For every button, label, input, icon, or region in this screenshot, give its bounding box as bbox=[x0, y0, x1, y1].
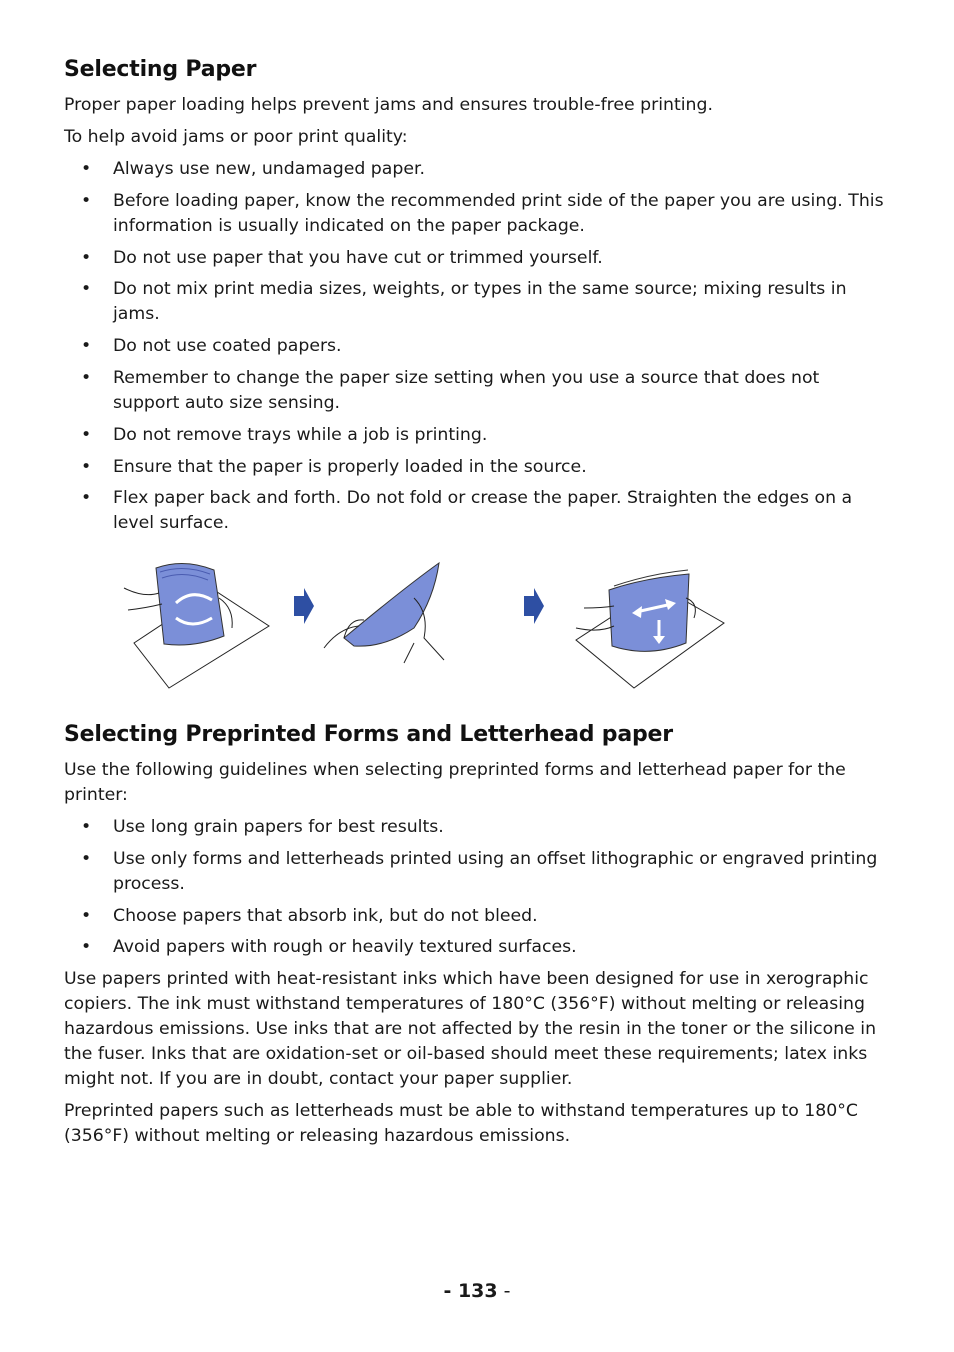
section2-body bbox=[64, 758, 890, 1149]
list-item: • Remember to change the paper size setting when you use a source that does not support auto size sensing. bbox=[81, 367, 820, 413]
paper-straighten-illustration bbox=[576, 570, 724, 688]
section2-bullet-list bbox=[64, 815, 890, 960]
list-item: • Choose papers that absorb ink, but do not bleed. bbox=[81, 905, 538, 926]
list-item: • Do not use coated papers. bbox=[81, 336, 342, 357]
list-item: • Before loading paper, know the recommended print side of the paper you are using. This information is usually indicated on the paper package. bbox=[81, 190, 884, 236]
list-item: • Always use new, undamaged paper. bbox=[81, 159, 425, 179]
section2-paragraph-inks: Use papers printed with heat-resistant inks which have been designed for use in xerographic copiers. The ink must withstand temperatures of 180°C (356°F) without melting or releasing hazardous emissions. Use inks that are not affected by the resin in the toner or the silicone in the fuser. Inks that are oxidation-set or oil-based should meet these requirements; latex inks might not. If you are in doubt, contact your paper supplier. bbox=[64, 969, 877, 1090]
section1-intro: Proper paper loading helps prevent jams and ensures trouble-free printing. bbox=[64, 95, 713, 115]
list-item: • Avoid papers with rough or heavily textured surfaces. bbox=[81, 937, 577, 958]
section2-paragraph-preprinted: Preprinted papers such as letterheads must be able to withstand temperatures up to 180°C (356°F) without melting or releasing hazardous emissions. bbox=[64, 1101, 858, 1147]
page-number: - 133 - bbox=[443, 1280, 511, 1302]
paper-handling-figure bbox=[114, 548, 726, 692]
list-item: • Flex paper back and forth. Do not fold or crease the paper. Straighten the edges on a level surface. bbox=[81, 488, 853, 534]
section-title-preprinted-forms: Selecting Preprinted Forms and Letterhead paper bbox=[64, 722, 673, 747]
arrow-right-icon bbox=[524, 588, 544, 624]
arrow-right-icon bbox=[294, 588, 314, 624]
list-item: • Do not use paper that you have cut or trimmed yourself. bbox=[81, 247, 603, 268]
section1-body bbox=[64, 93, 890, 543]
list-item: • Use long grain papers for best results. bbox=[81, 817, 444, 837]
section2-intro: Use the following guidelines when selecting preprinted forms and letterhead paper for the printer: bbox=[64, 760, 846, 805]
list-item: • Do not remove trays while a job is printing. bbox=[81, 424, 488, 445]
section1-lead: To help avoid jams or poor print quality: bbox=[64, 127, 408, 147]
section-title-selecting-paper: Selecting Paper bbox=[64, 57, 257, 82]
list-item: • Use only forms and letterheads printed using an offset lithographic or engraved printing process. bbox=[81, 848, 878, 894]
list-item: • Do not mix print media sizes, weights, or types in the same source; mixing results in jams. bbox=[81, 279, 847, 325]
paper-flex-illustration bbox=[124, 563, 269, 688]
paper-bend-illustration bbox=[324, 563, 444, 663]
section1-bullet-list bbox=[64, 157, 890, 536]
list-item: • Ensure that the paper is properly loaded in the source. bbox=[81, 456, 587, 477]
